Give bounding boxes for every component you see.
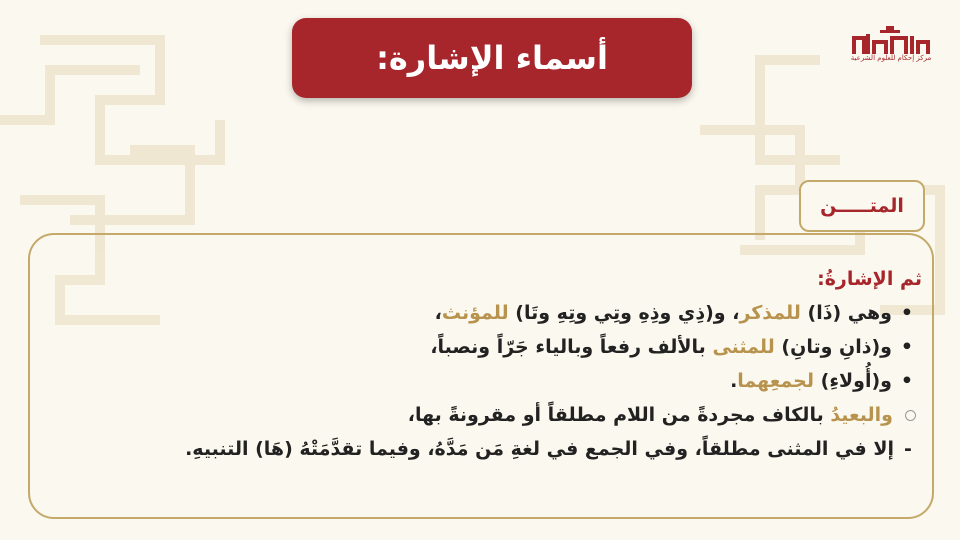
- text-span: بالكاف مجردةً من اللام مطلقاً أو مقرونةً بها،: [407, 404, 831, 426]
- text-span: إلا في المثنى مطلقاً، وفي الجمع في لغةِ مَن مَدَّهُ، وفيما تقدَّمَتْهُ (هَا) التنبيهِ.: [185, 438, 894, 460]
- logo-subtitle: مركز إحكام للعلوم الشرعية: [850, 54, 932, 62]
- bullet-marker: •: [900, 336, 914, 358]
- bullet-marker: •: [900, 302, 914, 324]
- text-span: و(أُولاءِ): [814, 370, 892, 392]
- slide-title: أسماء الإشارة:: [292, 18, 692, 98]
- highlight-text: لجمعِهما: [737, 370, 815, 392]
- text-span: ،: [434, 302, 442, 324]
- bullet-item-1: [60, 296, 922, 330]
- content-heading: ثم الإشارةُ:: [817, 268, 922, 290]
- dash-marker: -: [904, 438, 912, 460]
- bullet-item-3: [60, 364, 922, 398]
- text-span: وهي (ذَا): [800, 302, 892, 324]
- highlight-text: للمثنى: [712, 336, 775, 358]
- highlight-text: للمؤنث: [441, 302, 509, 324]
- text-span: ، و(ذِي وذِهِ وتِي وتِهِ وتَا): [508, 302, 740, 324]
- text-span: .: [730, 370, 738, 392]
- highlight-text: للمذكر: [739, 302, 801, 324]
- section-tab-matn[interactable]: المتـــــن: [799, 180, 925, 232]
- dash-item: [60, 432, 922, 466]
- logo-mark: [846, 24, 936, 56]
- text-span: بالألف رفعاً وبالياء جَرّاً ونصباً،: [430, 336, 713, 358]
- bullet-item-2: [60, 330, 922, 364]
- highlight-text: والبعيدُ: [830, 404, 893, 426]
- circle-item: [60, 398, 922, 432]
- text-span: و(ذانِ وتانِ): [774, 336, 892, 358]
- content-body: [60, 262, 922, 466]
- bullet-marker: •: [900, 370, 914, 392]
- circle-bullet-icon: [905, 410, 916, 421]
- logo: [846, 24, 936, 94]
